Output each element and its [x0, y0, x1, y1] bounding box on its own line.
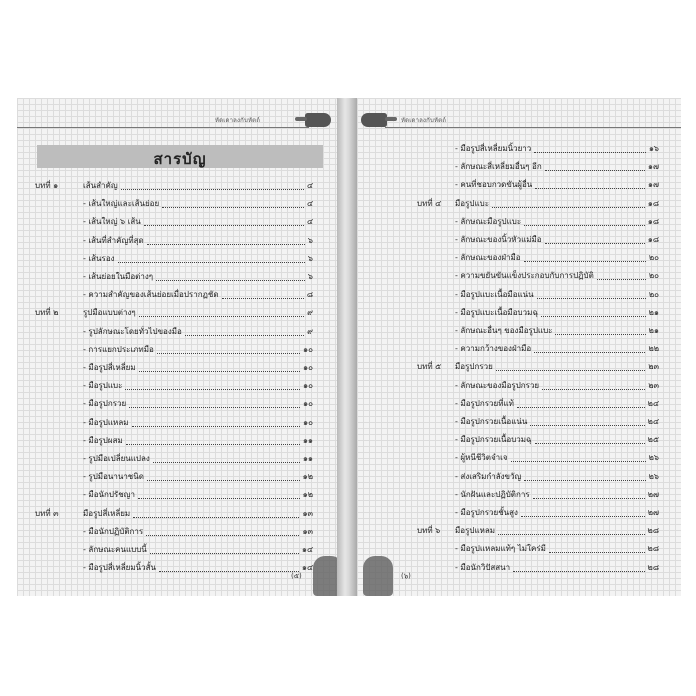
toc-entry [357, 268, 681, 283]
toc-entry [17, 524, 337, 539]
toc-page-number: ๒๖ [648, 471, 659, 481]
toc-page-number: ๑๗ [647, 180, 659, 190]
toc-leader-dots [156, 265, 305, 281]
book-gutter [337, 98, 357, 596]
right-header-text: หัดเดาลงกับหัตถ์ [401, 117, 447, 124]
header-rule [385, 127, 681, 128]
toc-entry [17, 506, 337, 521]
toc-leader-dots [139, 356, 300, 372]
toc-leader-dots [147, 229, 305, 245]
toc-entry [357, 232, 681, 247]
toc-entry [357, 414, 681, 429]
toc-leader-dots [132, 411, 300, 427]
toc-leader-dots [496, 355, 645, 371]
toc-entry-title: - การแยกประเภทมือ [83, 344, 154, 354]
toc-entry [17, 360, 337, 375]
toc-leader-dots [150, 538, 299, 554]
toc-entry-title: - รูปมือเปลี่ยนแปลง [83, 454, 150, 463]
toc-page-number: ๖ [307, 253, 313, 263]
toc-page-number: ๒๔ [647, 398, 659, 408]
toc-entry-title: - มือนักวิปัสสนา [455, 562, 511, 572]
header-rule [17, 127, 309, 128]
toc-entry [357, 396, 681, 411]
toc-leader-dots [133, 502, 299, 518]
toc-entry-title: - มือรูปแบะเนื้อมือแน่น [455, 289, 534, 299]
toc-entry [357, 159, 681, 174]
toc-page-number: ๔ [306, 217, 313, 227]
toc-entry [357, 432, 681, 447]
toc-leader-dots [185, 320, 304, 336]
toc-chapter-label: บทที่ ๓ [35, 508, 59, 518]
toc-chapter-label: บทที่ ๔ [417, 198, 442, 208]
toc-page-number: ๒๐ [648, 289, 659, 299]
toc-leader-dots [118, 247, 305, 263]
toc-entry [17, 178, 337, 193]
toc-leader-dots [121, 174, 304, 190]
toc-entry-title: - มือรูปกรวยเนื้อบวมฉุ [455, 435, 532, 445]
toc-entry-title: - ลักษณะของมือรูปกรวย [455, 380, 540, 390]
toc-entry-title: - ผู้หนีชีวิตจำเจ [455, 453, 508, 463]
toc-leader-dots [521, 501, 645, 517]
toc-page-number: ๒๘ [647, 544, 659, 554]
toc-entry [17, 378, 337, 393]
toc-page-number: ๑๑ [302, 454, 313, 463]
toc-entry [357, 341, 681, 356]
toc-page-number: ๒๓ [648, 380, 659, 390]
toc-page-number: ๑๒ [302, 472, 313, 482]
toc-entry-title: - มือรูปสี่เหลี่ยม [83, 363, 136, 372]
left-header [17, 104, 337, 134]
toc-entry [17, 287, 337, 302]
toc-entry-title: - มือรูปสี่เหลี่ยมนิ้วยาว [455, 144, 532, 153]
toc-page-number: ๒๑ [648, 307, 659, 317]
toc-page-number: ๘ [306, 290, 313, 300]
right-header [357, 104, 681, 134]
toc-entry [17, 196, 337, 211]
hand-illustration-icon [363, 556, 393, 596]
toc-entry-title: - ส่งเสริมกำลังขวัญ [455, 471, 522, 481]
toc-entry [357, 250, 681, 265]
toc-leader-dots [524, 246, 646, 262]
toc-entry-title: - มือรูปแบะ [83, 381, 123, 391]
toc-entry [17, 342, 337, 357]
toc-page-number: ๑๐ [303, 381, 313, 391]
left-page-number: (๕) [291, 572, 302, 580]
toc-entry [17, 433, 337, 448]
toc-entry-title: - เส้นที่สำคัญที่สุด [83, 235, 144, 245]
toc-leader-dots [162, 192, 304, 208]
toc-entry-title: - มือนักปฏิบัติการ [83, 526, 144, 536]
toc-entry-title: - ลักษณะคนแบบนี้ [83, 545, 147, 554]
toc-entry [17, 469, 337, 484]
toc-leader-dots [139, 301, 304, 317]
toc-page-number: ๑๓ [302, 508, 313, 518]
toc-page-number: ๒๗ [647, 489, 659, 499]
toc-entry-title: มือรูปแหลม [455, 526, 496, 536]
toc-entry-title: - เส้นใหญ่ ๖ เส้น [83, 217, 141, 227]
toc-entry-title: - ลักษณะสี่เหลี่ยมอื่นๆ อีก [455, 162, 542, 172]
toc-leader-dots [535, 428, 645, 444]
toc-entry [17, 542, 337, 557]
toc-page-number: ๔ [306, 199, 313, 209]
left-header-text: หัดเดาลงกับหัตถ์ [215, 117, 261, 124]
toc-chapter-label: บทที่ ๑ [35, 181, 59, 190]
toc-entry-title: - ลักษณะของฝ่ามือ [455, 253, 521, 263]
toc-leader-dots [517, 392, 645, 408]
toc-leader-dots [159, 556, 299, 572]
toc-page-number: ๑๖ [648, 144, 659, 153]
toc-leader-dots [129, 392, 300, 408]
toc-entry [17, 415, 337, 430]
toc-leader-dots [549, 537, 645, 553]
toc-entry [357, 359, 681, 374]
toc-leader-dots [146, 520, 299, 536]
toc-page-number: ๑๐ [303, 363, 313, 372]
toc-chapter-label: บทที่ ๕ [417, 362, 442, 372]
toc-leader-dots [542, 374, 645, 390]
toc-entry [17, 269, 337, 284]
toc-entry-title: - ความสำคัญของเส้นย่อยเมื่อปรากฏชัด [83, 290, 219, 300]
toc-entry [357, 287, 681, 302]
toc-entry-title: - มือรูปกรวยเนื้อแน่น [455, 417, 528, 426]
toc-page-number: ๑๗ [647, 162, 659, 172]
toc-entry-title: - มือรูปแหลม [83, 417, 129, 427]
toc-page-number: ๖ [307, 272, 313, 281]
toc-page-number: ๒๐ [648, 253, 659, 263]
toc-entry-title: - เส้นย่อยในมือต่างๆ [83, 272, 154, 281]
toc-entry [357, 378, 681, 393]
toc-entry-title: - ความขยันขันแข็งประกอบกับการปฏิบัติ [455, 271, 594, 281]
toc-entry-title: มือรูปแบะ [455, 198, 489, 208]
hand-illustration-icon [313, 556, 337, 596]
toc-page-number: ๙ [307, 308, 313, 318]
toc-entry-title: เส้นสำคัญ [83, 181, 118, 190]
toc-title-box [37, 145, 323, 168]
toc-leader-dots [535, 173, 645, 189]
toc-page-number: ๒๑ [648, 326, 659, 335]
toc-leader-dots [153, 447, 300, 463]
toc-page-number: ๙ [307, 326, 313, 336]
toc-entry-title: - ความกว้างของฝ่ามือ [455, 344, 532, 354]
toc-page-number: ๑๔ [301, 563, 313, 573]
toc-entry [17, 324, 337, 339]
book-spread [17, 98, 681, 596]
toc-entry-title: - เส้นรอง [83, 253, 115, 263]
right-page-number: (๖) [401, 572, 411, 580]
toc-entry [17, 251, 337, 266]
toc-entry-title: - มือรูปกรวย [83, 399, 127, 409]
pointing-hand-icon [361, 113, 387, 127]
toc-entry [17, 214, 337, 229]
toc-page-number: ๑๑ [302, 435, 313, 445]
toc-entry-title: - มือรูปแหลมแท้ๆ ไม่ใคร่มี [455, 544, 546, 554]
toc-leader-dots [530, 410, 645, 426]
toc-entry-title: - มือรูปแบะเนื้อมือบวมฉุ [455, 307, 538, 317]
toc-leader-dots [125, 374, 300, 390]
toc-leader-dots [534, 337, 645, 353]
toc-chapter-label: บทที่ ๒ [35, 308, 59, 318]
toc-leader-dots [545, 155, 645, 171]
toc-page-number: ๑๐ [303, 417, 313, 427]
toc-page-number: ๑๘ [647, 235, 659, 244]
toc-entry [357, 450, 681, 465]
toc-entry-title: - ลักษณะของนิ้วหัวแม่มือ [455, 235, 542, 244]
toc-page-number: ๒๔ [647, 417, 659, 426]
toc-entry [17, 233, 337, 248]
toc-entry [357, 541, 681, 556]
toc-entry [357, 214, 681, 229]
toc-entry-title: - ลักษณะมือรูปแบะ [455, 216, 522, 226]
toc-page-number: ๒๓ [648, 362, 659, 372]
toc-title: สารบัญ [153, 150, 207, 168]
toc-entry-title: - มือรูปกรวยชั้นสูง [455, 508, 518, 517]
toc-entry-title: - มือรูปกรวยที่แท้ [455, 398, 514, 408]
toc-leader-dots [147, 465, 300, 481]
toc-page-number: ๑๘ [647, 198, 659, 208]
toc-entry [17, 560, 337, 575]
toc-entry [357, 305, 681, 320]
toc-entry-title: มือรูปสี่เหลี่ยม [83, 508, 131, 518]
toc-page-number: ๒๐ [648, 271, 659, 281]
toc-leader-dots [126, 429, 300, 445]
toc-entry-title: - รูปมือนานาชนิด [83, 472, 144, 482]
toc-entry [17, 487, 337, 502]
toc-entry [357, 177, 681, 192]
left-page [17, 98, 337, 596]
toc-entry [357, 323, 681, 338]
toc-leader-dots [157, 338, 300, 354]
toc-page-number: ๒๘ [647, 526, 659, 536]
toc-page-number: ๒๘ [647, 562, 659, 572]
toc-entry [17, 451, 337, 466]
toc-leader-dots [513, 556, 645, 572]
toc-entry-title: - คนที่ชอบกวดขันผู้อื่น [455, 180, 533, 190]
toc-leader-dots [545, 228, 645, 244]
toc-page-number: ๑๒ [302, 490, 313, 500]
toc-entry-title: - มือรูปสี่เหลี่ยมนิ้วสั้น [83, 563, 156, 573]
toc-page-number: ๑๓ [302, 526, 313, 536]
toc-leader-dots [533, 483, 645, 499]
toc-entry [357, 505, 681, 520]
toc-page-number: ๒๗ [647, 508, 659, 517]
toc-leader-dots [555, 319, 646, 335]
toc-page-number: ๑๔ [301, 545, 313, 554]
toc-leader-dots [541, 301, 646, 317]
toc-entry [17, 396, 337, 411]
toc-page-number: ๒๕ [647, 435, 659, 445]
toc-chapter-label: บทที่ ๖ [417, 526, 441, 536]
toc-page-number: ๒๖ [648, 453, 659, 463]
toc-page-number: ๖ [307, 235, 313, 245]
toc-entry [17, 305, 337, 320]
toc-leader-dots [498, 519, 645, 535]
toc-page-number: ๒๒ [648, 344, 659, 354]
toc-entry [357, 141, 681, 156]
toc-leader-dots [511, 446, 646, 462]
toc-leader-dots [492, 192, 645, 208]
toc-entry [357, 196, 681, 211]
toc-page-number: ๑๐ [303, 399, 313, 409]
right-page [357, 98, 681, 596]
toc-page-number: ๑๐ [303, 344, 313, 354]
toc-entry [357, 523, 681, 538]
toc-entry-title: - นักฝันและปฏิบัติการ [455, 489, 530, 499]
toc-entry-title: - รูปลักษณะโดยทั่วไปของมือ [83, 326, 182, 336]
toc-entry [357, 469, 681, 484]
toc-entry-title: รูปมือแบบต่างๆ [83, 308, 136, 318]
toc-entry-title: - เส้นใหญ่และเส้นย่อย [83, 199, 160, 209]
toc-page-number: ๑๘ [647, 216, 659, 226]
toc-entry-title: - มือรูปผสม [83, 435, 123, 445]
toc-leader-dots [537, 283, 646, 299]
pointing-hand-icon [305, 113, 331, 127]
toc-leader-dots [534, 137, 646, 153]
toc-leader-dots [524, 465, 646, 481]
toc-page-number: ๔ [306, 181, 313, 190]
toc-leader-dots [597, 264, 646, 280]
toc-entry-title: มือรูปกรวย [455, 362, 493, 372]
toc-entry-title: - มือนักปรัชญา [83, 490, 135, 500]
toc-entry [357, 487, 681, 502]
toc-leader-dots [144, 210, 304, 226]
toc-entry-title: - ลักษณะอื่นๆ ของมือรูปแบะ [455, 326, 553, 335]
toc-leader-dots [138, 483, 300, 499]
toc-leader-dots [222, 283, 304, 299]
toc-leader-dots [524, 210, 645, 226]
